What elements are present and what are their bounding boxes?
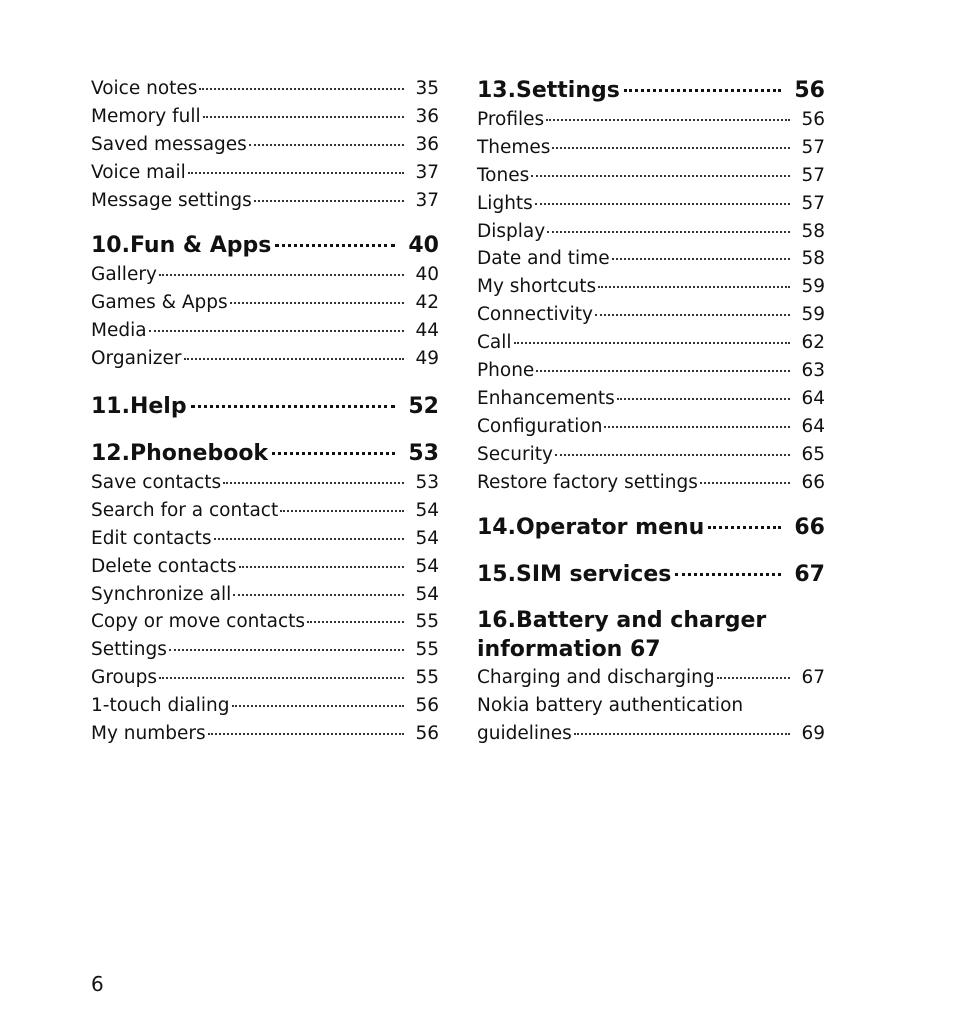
toc-entry-themes[interactable]: Themes 57 [477,136,825,158]
toc-entry-voice-notes[interactable]: Voice notes 35 [91,78,439,99]
toc-entry-save-contacts[interactable]: Save contacts 53 [91,472,439,494]
toc-entry-nokia-battery-line2[interactable]: guidelines 69 [477,723,825,745]
toc-entry-nokia-battery-line1[interactable]: Nokia battery authentication [477,695,744,717]
toc-chapter-settings[interactable]: 13.Settings 56 [477,78,825,103]
toc-entry-groups[interactable]: Groups 55 [91,667,439,689]
toc-entry-synchronize-all[interactable]: Synchronize all 54 [91,583,439,605]
toc-entry-message-settings[interactable]: Message settings 37 [91,189,439,211]
toc-chapter-help[interactable]: 11.Help 52 [91,394,439,420]
toc-entry-organizer[interactable]: Organizer 49 [91,348,439,370]
toc-entry-display[interactable]: Display 58 [477,220,825,242]
toc-chapter-battery[interactable] [477,606,825,664]
toc-entry-tones[interactable]: Tones 57 [477,164,825,186]
toc-entry-configuration[interactable]: Configuration 64 [477,415,825,437]
toc-entry-1-touch-dialing[interactable]: 1-touch dialing 56 [91,695,439,717]
toc-entry-restore-factory[interactable]: Restore factory settings 66 [477,471,825,493]
toc-entry-connectivity[interactable]: Connectivity 59 [477,304,825,326]
toc-chapter-sim-services[interactable]: 15.SIM services 67 [477,562,825,588]
toc-chapter-operator-menu[interactable]: 14.Operator menu 66 [477,515,825,541]
toc-entry-voice-mail[interactable]: Voice mail 37 [91,161,439,183]
toc-left-column [91,75,439,748]
toc-entry-media[interactable]: Media 44 [91,320,439,342]
toc-entry-search-contact[interactable]: Search for a contact 54 [91,499,439,521]
toc-right-column [477,75,825,748]
toc-entry-copy-move-contacts[interactable]: Copy or move contacts 55 [91,611,439,633]
toc-entry-games-apps[interactable]: Games & Apps 42 [91,292,439,314]
page-number: 6 [91,972,104,996]
toc-entry-memory-full[interactable]: Memory full 36 [91,105,439,127]
toc-entry-gallery[interactable]: Gallery 40 [91,264,439,286]
toc-entry-enhancements[interactable]: Enhancements 64 [477,387,825,409]
toc-chapter-phonebook[interactable]: 12.Phonebook 53 [91,441,439,467]
toc-entry-call[interactable]: Call 62 [477,332,825,354]
toc-entry-profiles[interactable]: Profiles 56 [477,109,825,130]
toc-entry-saved-messages[interactable]: Saved messages 36 [91,133,439,155]
toc-entry-edit-contacts[interactable]: Edit contacts 54 [91,527,439,549]
toc-entry-delete-contacts[interactable]: Delete contacts 54 [91,555,439,577]
toc-entry-security[interactable]: Security 65 [477,443,825,465]
toc-chapter-fun-apps[interactable]: 10.Fun & Apps 40 [91,233,439,259]
toc-entry-date-time[interactable]: Date and time 58 [477,248,825,270]
toc-entry-phone[interactable]: Phone 63 [477,360,825,382]
toc-entry-charging[interactable]: Charging and discharging 67 [477,667,825,689]
toc-entry-my-numbers[interactable]: My numbers 56 [91,723,439,745]
toc-chapter-battery-line1: 16.Battery and charger [477,608,767,634]
toc-entry-phonebook-settings[interactable]: Settings 55 [91,639,439,661]
toc-entry-my-shortcuts[interactable]: My shortcuts 59 [477,276,825,298]
toc-entry-lights[interactable]: Lights 57 [477,192,825,214]
toc-chapter-battery-line2: information 67 [477,637,661,663]
